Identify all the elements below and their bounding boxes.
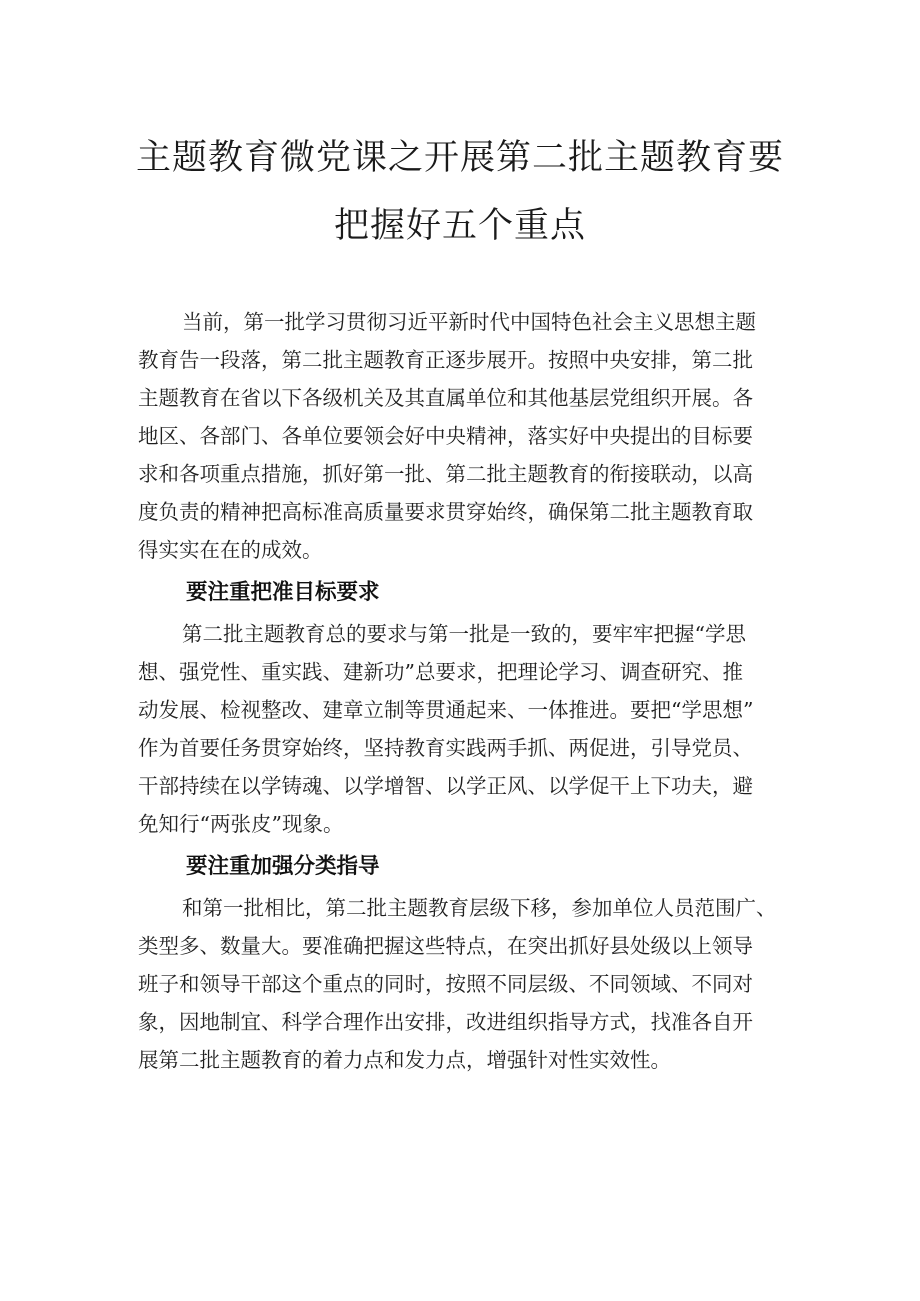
document-title-line-2: 把握好五个重点 [333, 206, 586, 246]
paragraph-line: 第二批主题教育总的要求与第一批是一致的，要牢牢把握“学思 [182, 622, 746, 646]
paragraph-line: 主题教育在省以下各级机关及其直属单位和其他基层党组织开展。各 [138, 386, 753, 410]
paragraph-line: 和第一批相比，第二批主题教育层级下移，参加单位人员范围广、 [182, 896, 777, 920]
paragraph-line: 当前，第一批学习贯彻习近平新时代中国特色社会主义思想主题 [182, 310, 756, 334]
paragraph-line: 度负责的精神把高标准高质量要求贯穿始终，确保第二批主题教育取 [138, 500, 753, 524]
document-body [138, 303, 798, 1079]
paragraph-line: 象，因地制宜、科学合理作出安排，改进组织指导方式，找准各自开 [138, 1010, 753, 1034]
paragraph-line: 免知行“两张皮”现象。 [138, 812, 344, 836]
paragraph-line: 教育告一段落，第二批主题教育正逐步展开。按照中央安排，第二批 [138, 348, 753, 372]
section-target-requirements [138, 571, 798, 843]
paragraph-line: 干部持续在以学铸魂、以学增智、以学正风、以学促干上下功夫，避 [138, 774, 753, 798]
paragraph-line: 求和各项重点措施，抓好第一批、第二批主题教育的衔接联动，以高 [138, 462, 753, 486]
section-heading: 要注重把准目标要求 [186, 580, 380, 605]
paragraph-line: 班子和领导干部这个重点的同时，按照不同层级、不同领域、不同对 [138, 972, 753, 996]
paragraph-line: 得实实在在的成效。 [138, 538, 323, 562]
paragraph-line: 展第二批主题教育的着力点和发力点，增强针对性实效性。 [138, 1048, 671, 1072]
section-heading: 要注重加强分类指导 [186, 854, 380, 879]
paragraph-line: 想、强党性、重实践、建新功”总要求，把理论学习、调查研究、推 [138, 660, 743, 684]
paragraph-line: 动发展、检视整改、建章立制等贯通起来、一体推进。要把“学思想” [138, 698, 754, 722]
paragraph-line: 地区、各部门、各单位要领会好中央精神，落实好中央提出的目标要 [138, 424, 753, 448]
paragraph-line: 类型多、数量大。要准确把握这些特点，在突出抓好县处级以上领导 [138, 934, 753, 958]
paragraph-line: 作为首要任务贯穿始终，坚持教育实践两手抓、两促进，引导党员、 [138, 736, 753, 760]
section-classified-guidance [138, 845, 798, 1079]
document-title-line-1: 主题教育微党课之开展第二批主题教育要 [135, 138, 784, 178]
intro-paragraph [138, 303, 798, 569]
